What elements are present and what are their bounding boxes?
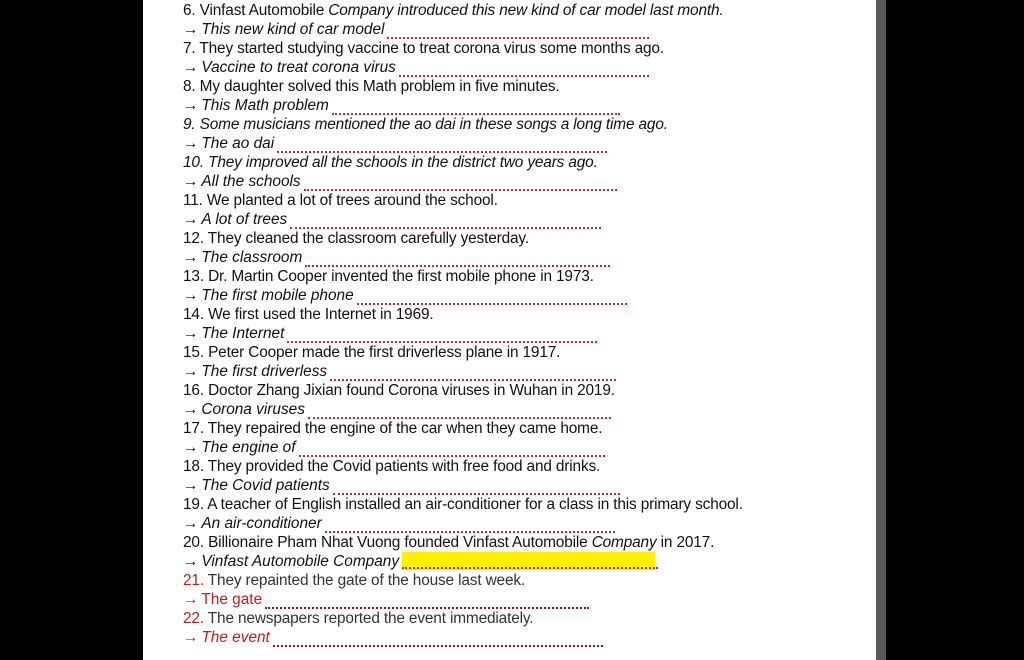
arrow-icon: → xyxy=(183,325,199,342)
question-11: 11. We planted a lot of trees around the school. xyxy=(183,192,498,209)
question-8: 8. My daughter solved this Math problem in five minutes. xyxy=(183,78,560,95)
arrow-icon: → xyxy=(183,287,199,304)
worksheet-page xyxy=(143,0,876,660)
question-19: 19. A teacher of English installed an air-conditioner for a class in this primary school. xyxy=(183,496,743,513)
answer-blank[interactable] xyxy=(399,61,649,77)
answer-blank[interactable] xyxy=(287,327,597,343)
arrow-icon: → xyxy=(183,477,199,494)
arrow-icon: → xyxy=(183,21,199,38)
arrow-icon: → xyxy=(183,59,199,76)
question-21: 21. They repainted the gate of the house last week. xyxy=(183,572,526,589)
answer-8: → This Math problem xyxy=(183,96,876,115)
answer-blank[interactable] xyxy=(308,403,611,419)
arrow-icon: → xyxy=(183,591,199,608)
arrow-icon: → xyxy=(183,135,199,152)
answer-22: → The event xyxy=(183,628,876,647)
answer-21: → The gate xyxy=(183,590,876,609)
answer-19: → An air-conditioner xyxy=(183,514,876,533)
answer-blank[interactable] xyxy=(333,479,620,495)
arrow-icon: → xyxy=(183,211,199,228)
answer-10: → All the schools xyxy=(183,172,876,191)
answer-17: → The engine of xyxy=(183,438,876,457)
background-margin xyxy=(886,0,1024,660)
arrow-icon: → xyxy=(183,97,199,114)
arrow-icon: → xyxy=(183,363,199,380)
answer-blank[interactable] xyxy=(299,441,605,457)
question-16: 16. Doctor Zhang Jixian found Corona viruses in Wuhan in 2019. xyxy=(183,382,615,399)
answer-blank[interactable] xyxy=(304,175,617,191)
answer-11: → A lot of trees xyxy=(183,210,876,229)
answer-15: → The first driverless xyxy=(183,362,876,381)
question-10: 10. They improved all the schools in the district two years ago. xyxy=(183,154,598,171)
question-6: 6. Vinfast Automobile Company introduced this new kind of car model last month. xyxy=(183,2,724,19)
answer-7: → Vaccine to treat corona virus xyxy=(183,58,876,77)
arrow-icon: → xyxy=(183,401,199,418)
scrollbar-track[interactable] xyxy=(876,0,886,660)
answer-blank[interactable] xyxy=(325,517,615,533)
answer-blank[interactable] xyxy=(277,137,607,153)
question-7: 7. They started studying vaccine to treat corona virus some months ago. xyxy=(183,40,664,57)
exercise-list xyxy=(183,1,876,647)
answer-blank xyxy=(402,553,658,569)
answer-blank[interactable] xyxy=(265,593,589,609)
question-14: 14. We first used the Internet in 1969. xyxy=(183,306,434,323)
answer-6: → This new kind of car model xyxy=(183,20,876,39)
question-9: 9. Some musicians mentioned the ao dai in these songs a long time ago. xyxy=(183,116,668,133)
question-22: 22. The newspapers reported the event immediately. xyxy=(183,610,534,627)
arrow-icon: → xyxy=(183,553,199,570)
question-15: 15. Peter Cooper made the first driverless plane in 1917. xyxy=(183,344,561,361)
answer-blank[interactable] xyxy=(273,631,603,647)
arrow-icon: → xyxy=(183,629,199,646)
answer-blank[interactable] xyxy=(330,365,616,381)
question-20: 20. Billionaire Pham Nhat Vuong founded Vinfast Automobile Company in 2017. xyxy=(183,534,715,551)
question-18: 18. They provided the Covid patients with free food and drinks. xyxy=(183,458,601,475)
answer-16: → Corona viruses xyxy=(183,400,876,419)
arrow-icon: → xyxy=(183,249,199,266)
arrow-icon: → xyxy=(183,439,199,456)
answer-blank[interactable] xyxy=(387,23,649,39)
answer-12: → The classroom xyxy=(183,248,876,267)
answer-blank[interactable] xyxy=(305,251,610,267)
question-12: 12. They cleaned the classroom carefully yesterday. xyxy=(183,230,529,247)
question-13: 13. Dr. Martin Cooper invented the first mobile phone in 1973. xyxy=(183,268,594,285)
answer-blank[interactable] xyxy=(290,213,601,229)
arrow-icon: → xyxy=(183,173,199,190)
answer-9: → The ao dai xyxy=(183,134,876,153)
answer-blank[interactable] xyxy=(332,99,620,115)
question-17: 17. They repaired the engine of the car when they came home. xyxy=(183,420,603,437)
answer-14: → The Internet xyxy=(183,324,876,343)
arrow-icon: → xyxy=(183,515,199,532)
answer-18: → The Covid patients xyxy=(183,476,876,495)
answer-13: → The first mobile phone xyxy=(183,286,876,305)
highlighted-blank[interactable] xyxy=(402,552,658,571)
answer-20: → Vinfast Automobile Company xyxy=(183,552,876,571)
answer-blank[interactable] xyxy=(357,289,627,305)
